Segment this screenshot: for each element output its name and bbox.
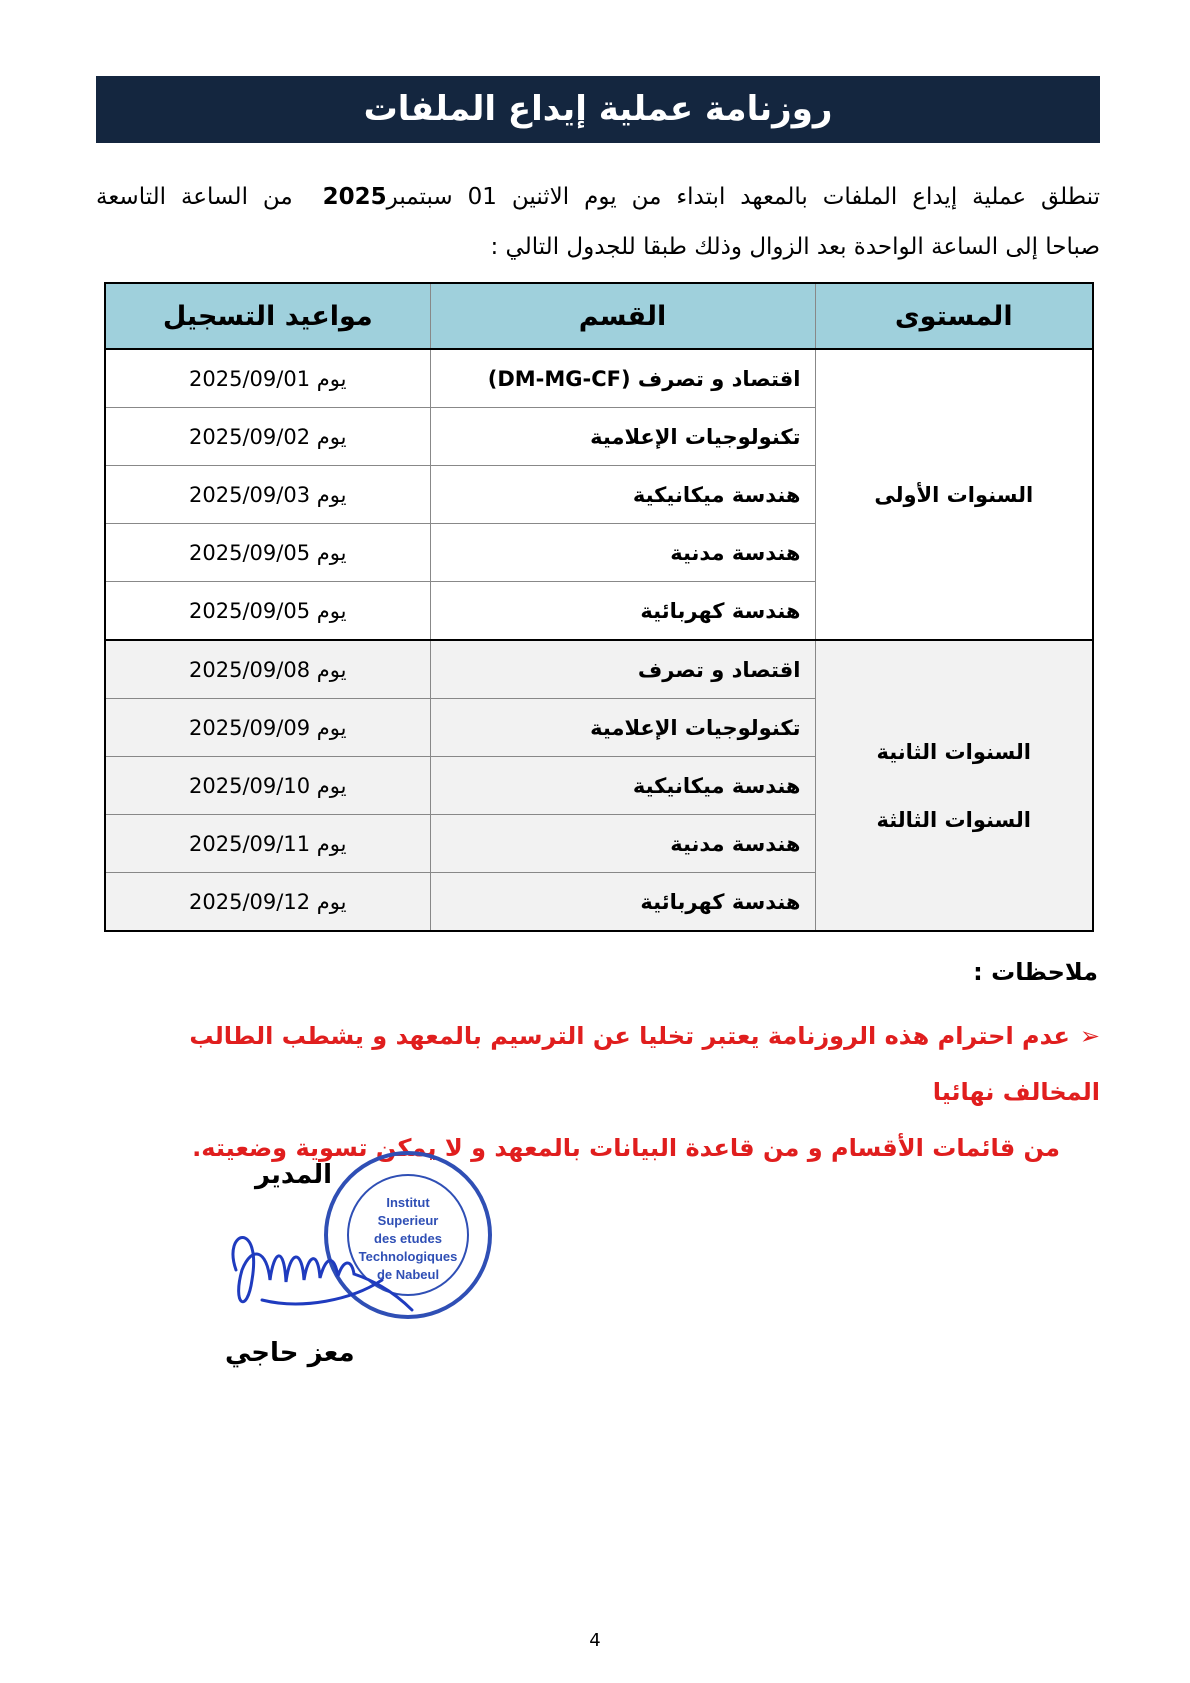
day-word: يوم: [316, 657, 347, 682]
table-row: [105, 640, 1093, 699]
level-label: السنوات الأولى: [874, 482, 1034, 507]
date-cell: [105, 699, 430, 757]
department-cell: هندسة ميكانيكية: [430, 757, 815, 815]
level-cell: [815, 640, 1093, 931]
note-line-2: من قائمات الأقسام و من قاعدة البيانات بالمعهد و لا يمكن تسوية وضعيته.: [192, 1134, 1060, 1162]
header-dates: مواعيد التسجيل: [105, 283, 430, 349]
registration-date: 2025/09/10: [189, 773, 311, 798]
registration-date: 2025/09/01: [189, 366, 311, 391]
date-cell: [105, 408, 430, 466]
department-cell: هندسة كهربائية: [430, 582, 815, 641]
date-cell: [105, 582, 430, 641]
registration-date: 2025/09/02: [189, 424, 311, 449]
level-cell: [815, 349, 1093, 640]
stamp-line-3: des etudes: [374, 1231, 442, 1246]
page-number: 4: [589, 1630, 601, 1651]
note-line-1: ➢عدم احترام هذه الروزنامة يعتبر تخليا عن الترسيم بالمعهد و يشطب الطالب المخالف نهائيا: [189, 1022, 1100, 1106]
stamp-line-5: de Nabeul: [376, 1267, 440, 1282]
date-cell: [105, 640, 430, 699]
date-cell: [105, 349, 430, 408]
director-name: معز حاجي: [225, 1338, 355, 1368]
registration-date: 2025/09/09: [189, 715, 311, 740]
notes-title: ملاحظات :: [973, 958, 1098, 986]
department-cell: اقتصاد و تصرف (DM-MG-CF): [430, 349, 815, 408]
day-word: يوم: [316, 424, 347, 449]
department-cell: هندسة ميكانيكية: [430, 466, 815, 524]
level-label: السنوات الثالثة: [876, 807, 1032, 832]
table-row: [105, 349, 1093, 408]
day-word: يوم: [316, 715, 347, 740]
date-cell: [105, 873, 430, 932]
page-title: روزنامة عملية إيداع الملفات: [96, 76, 1100, 143]
department-cell: تكنولوجيات الإعلامية: [430, 408, 815, 466]
registration-date: 2025/09/11: [189, 831, 311, 856]
day-word: يوم: [316, 773, 347, 798]
intro-line-1: تنطلق عملية إيداع الملفات بالمعهد ابتداء من يوم الاثنين 01 سبتمبر2025 من الساعة التاسعة: [96, 184, 1100, 210]
department-cell: هندسة مدنية: [430, 524, 815, 582]
table-header-row: [105, 283, 1093, 349]
header-level: المستوى: [815, 283, 1093, 349]
date-cell: [105, 757, 430, 815]
stamp-line-4: Technologiques: [358, 1249, 458, 1264]
date-cell: [105, 466, 430, 524]
department-cell: هندسة مدنية: [430, 815, 815, 873]
intro-line-2: صباحا إلى الساعة الواحدة بعد الزوال وذلك طبقا للجدول التالي :: [490, 234, 1100, 260]
registration-schedule-table: [104, 282, 1094, 932]
registration-date: 2025/09/05: [189, 540, 311, 565]
department-cell: هندسة كهربائية: [430, 873, 815, 932]
day-word: يوم: [316, 540, 347, 565]
director-signature-icon: [222, 1210, 422, 1325]
date-cell: [105, 815, 430, 873]
header-department: القسم: [430, 283, 815, 349]
department-cell: تكنولوجيات الإعلامية: [430, 699, 815, 757]
stamp-line-1: Institut: [386, 1195, 430, 1210]
paper-plane-bullet-icon: ➢: [1079, 1022, 1100, 1050]
level-label: السنوات الثانية: [876, 739, 1032, 764]
day-word: يوم: [316, 831, 347, 856]
day-word: يوم: [316, 366, 347, 391]
day-word: يوم: [316, 598, 347, 623]
note-warning: [96, 1008, 1100, 1176]
registration-date: 2025/09/05: [189, 598, 311, 623]
stamp-line-2: Superieur: [377, 1213, 439, 1228]
registration-date: 2025/09/08: [189, 657, 311, 682]
department-cell: اقتصاد و تصرف: [430, 640, 815, 699]
day-word: يوم: [316, 889, 347, 914]
registration-date: 2025/09/03: [189, 482, 311, 507]
day-word: يوم: [316, 482, 347, 507]
director-title: المدير: [255, 1160, 333, 1190]
intro-paragraph: [96, 172, 1100, 272]
registration-date: 2025/09/12: [189, 889, 311, 914]
date-cell: [105, 524, 430, 582]
